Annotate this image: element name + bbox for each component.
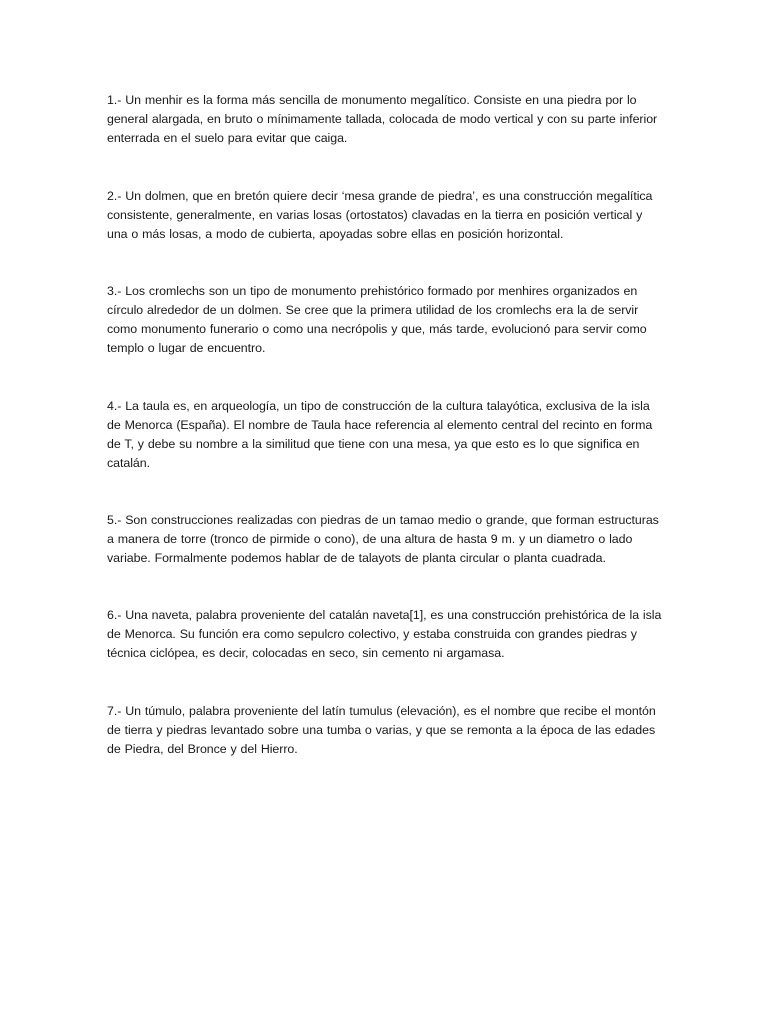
- paragraph-tumulo: 7.- Un túmulo, palabra proveniente del latín tumulus (elevación), es el nombre que recibe el montón de tierra y piedras levantado sobre una tumba o varias, y que se remonta a la época de las edades de Piedra, del Bronce y del Hierro.: [107, 704, 656, 756]
- paragraph-taula: 4.- La taula es, en arqueología, un tipo de construcción de la cultura talayótica, exclusiva de la isla de Menorca (España). El nombre de Taula hace referencia al elemento central del recinto en forma de T, y debe su nombre a la similitud que tiene con una mesa, ya que esto es lo que significa en catalán.: [107, 399, 653, 470]
- paragraph-menhir: 1.- Un menhir es la forma más sencilla de monumento megalítico. Consiste en una piedra por lo general alargada, en bruto o mínimamente tallada, colocada de modo vertical y con su parte inferior enterrada en el suelo para evitar que caiga.: [107, 93, 658, 145]
- paragraph-talayot: 5.- Son construcciones realizadas con piedras de un tamao medio o grande, que forman estructuras a manera de torre (tronco de pirmide o cono), de una altura de hasta 9 m. y un diametro o lado variabe. Formalmente podemos hablar de de talayots de planta circular o planta cuadrada.: [107, 513, 659, 565]
- paragraph-cromlech: 3.- Los cromlechs son un tipo de monumento prehistórico formado por menhires organizados en círculo alrededor de un dolmen. Se cree que la primera utilidad de los cromlechs era la de servir como monumento funerario o como una necrópolis y que, más tarde, evolucionó para servir como templo o lugar de encuentro.: [107, 284, 647, 355]
- paragraph-dolmen: 2.- Un dolmen, que en bretón quiere decir ‘mesa grande de piedra’, es una construcción megalítica consistente, generalmente, en varias losas (ortostatos) clavadas en la tierra en posición vertical y una o más losas, a modo de cubierta, apoyadas sobre ellas en posición horizontal.: [107, 189, 653, 241]
- paragraph-naveta: 6.- Una naveta, palabra proveniente del catalán naveta[1], es una construcción prehistórica de la isla de Menorca. Su función era como sepulcro colectivo, y estaba construida con grandes piedras y técnica ciclópea, es decir, colocadas en seco, sin cemento ni argamasa.: [107, 608, 662, 660]
